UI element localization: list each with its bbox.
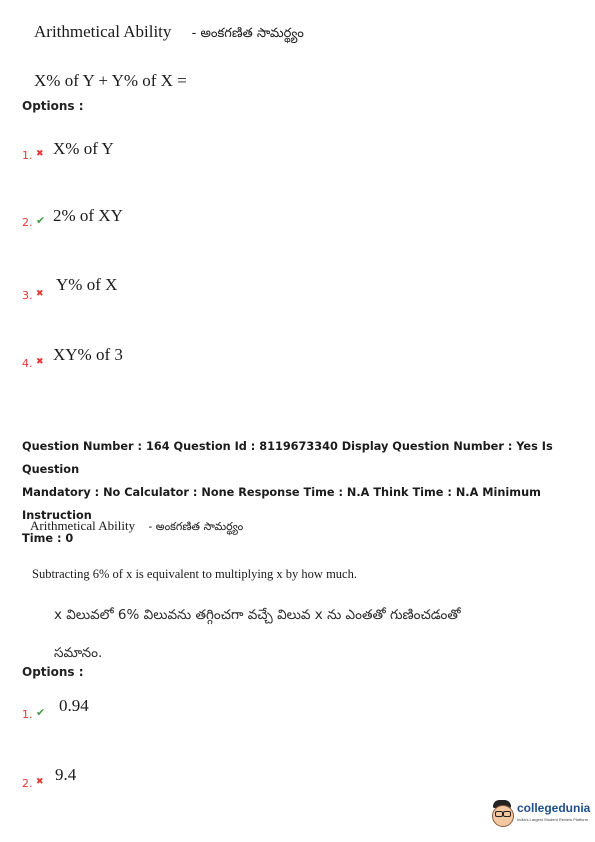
option-number: 2. <box>22 216 33 229</box>
cross-icon: ✖ <box>36 357 44 367</box>
option-text: 9.4 <box>55 765 77 784</box>
q1-section-title <box>34 22 304 44</box>
option-number: 3. <box>22 289 33 302</box>
q1-section-te: - అంకగణిత సామర్థ్యం <box>191 26 304 41</box>
q2-section-en: Arithmetical Ability <box>30 518 136 533</box>
q2-option-1[interactable] <box>22 696 322 722</box>
cross-icon: ✖ <box>36 777 44 787</box>
brand-logo <box>486 798 590 828</box>
q1-option-1[interactable] <box>22 139 322 165</box>
option-text: 0.94 <box>59 696 89 715</box>
q2-question-te-line-2: సమానం. <box>54 645 103 661</box>
q2-meta-line-3: Time : 0 <box>22 532 74 545</box>
q2-meta-line-1: Question Number : 164 Question Id : 8119673340 Display Question Number : Yes Is Question <box>22 440 553 476</box>
option-number: 1. <box>22 149 33 162</box>
mascot-icon <box>490 800 514 826</box>
check-icon: ✔ <box>36 214 46 227</box>
q2-section-te: - అంకగణిత సామర్థ్యం <box>148 520 244 533</box>
q2-options-label: Options : <box>22 665 84 679</box>
option-text: XY% of 3 <box>53 345 123 364</box>
option-number: 1. <box>22 708 33 721</box>
brand-name: collegedunia <box>517 801 591 815</box>
q1-section-en: Arithmetical Ability <box>34 22 172 41</box>
option-text: X% of Y <box>53 139 114 158</box>
option-text: 2% of XY <box>53 206 123 225</box>
q1-option-4[interactable] <box>22 345 322 371</box>
check-icon: ✔ <box>36 706 46 719</box>
q2-question-te-line-1: x విలువలో 6% విలువను తగ్గించగా వచ్చే విలువ x ను ఎంతతో గుణించడంతో <box>54 607 461 623</box>
q2-question-en: Subtracting 6% of x is equivalent to multiplying x by how much. <box>32 567 357 581</box>
q1-option-2[interactable] <box>22 206 322 232</box>
q1-option-3[interactable] <box>22 275 322 301</box>
cross-icon: ✖ <box>36 149 44 159</box>
option-number: 4. <box>22 357 33 370</box>
q2-option-2[interactable] <box>22 765 322 791</box>
q2-question-te <box>54 596 474 672</box>
brand-tagline: India's Largest Student Review Platform <box>517 817 589 822</box>
q1-question: X% of Y + Y% of X = <box>34 71 187 90</box>
cross-icon: ✖ <box>36 289 44 299</box>
q2-section-title <box>30 518 243 536</box>
q1-options-label: Options : <box>22 99 84 113</box>
q2-meta-line-2: Mandatory : No Calculator : None Response Time : N.A Think Time : N.A Minimum Instruction <box>22 486 541 522</box>
option-number: 2. <box>22 777 33 790</box>
option-text: Y% of X <box>56 275 118 294</box>
